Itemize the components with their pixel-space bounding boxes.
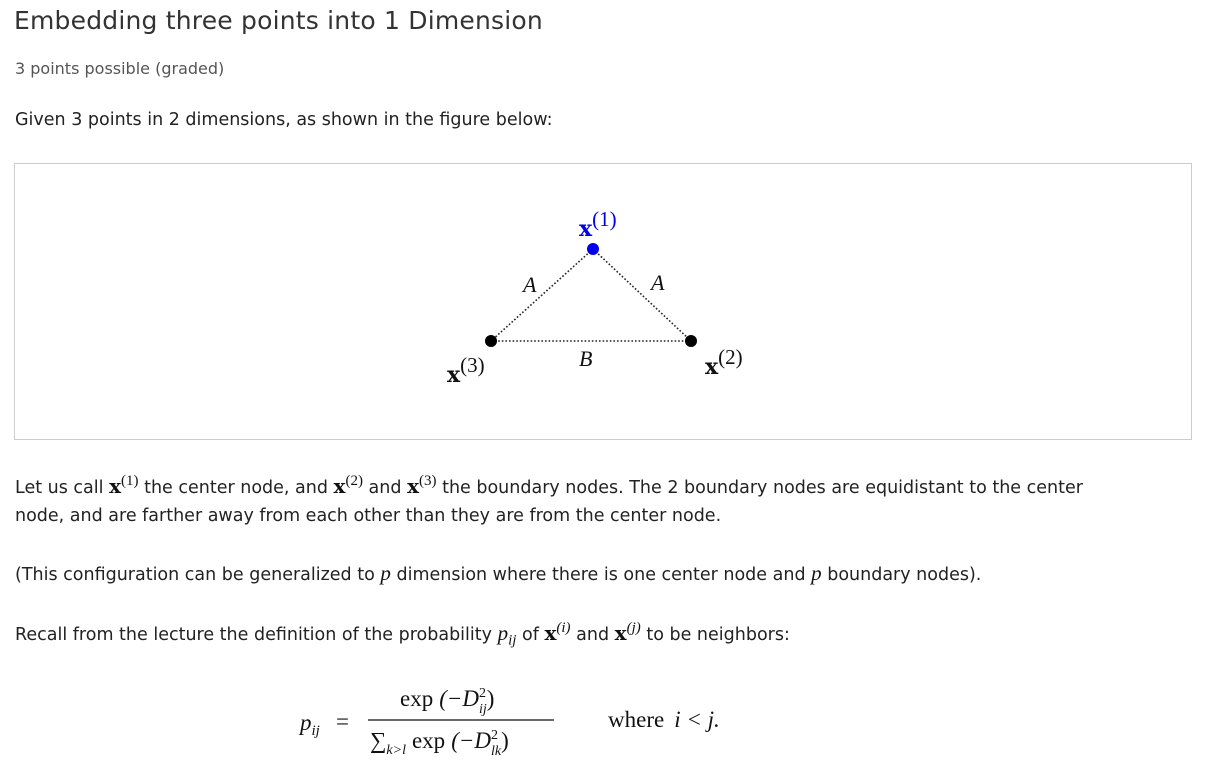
- formula-svg: [290, 680, 760, 770]
- boundary-node-3: [485, 335, 497, 347]
- formula-condition: where i < j.: [608, 707, 720, 732]
- intro-text: Given 3 points in 2 dimensions, as shown in the figure below:: [15, 110, 553, 130]
- boundary-node-3-label: x(3): [447, 353, 485, 388]
- edge-bottom-label: B: [579, 346, 593, 371]
- center-node: [587, 243, 599, 255]
- formula-lhs: $p_{ij}$: [300, 710, 320, 739]
- probability-formula: [290, 680, 760, 770]
- paragraph-generalization: (This configuration can be generalized to p dimension where there is one center node and p boundary nodes).: [15, 561, 982, 585]
- formula-numerator: $\exp (-D^2$ ij): [400, 686, 495, 717]
- formula-equals: =: [336, 709, 349, 734]
- edge-right-label: A: [651, 270, 665, 295]
- edge-right: [593, 249, 691, 341]
- edge-left-label: A: [523, 272, 537, 297]
- points-possible-label: 3 points possible (graded): [15, 59, 225, 78]
- center-node-label: x(1): [579, 207, 617, 242]
- paragraph-nodes-line1: Let us call $x^{(1)}$ the center node, and $x^{(2)}$ and $x^{(3)}$ the boundary nodes. The 2 boundary nodes are equidistant to the center: [15, 473, 1083, 498]
- page-title: Embedding three points into 1 Dimension: [14, 6, 543, 35]
- formula-denominator: $\sum_{k>l}$ $\exp (-D^2$ lk): [370, 728, 509, 759]
- paragraph-recall: Recall from the lecture the definition of the probability $p_{ij}$ of $x^{(i)}$ and $x^{(j)}$ to be neighbors:: [15, 620, 790, 649]
- triangle-figure: [15, 164, 1191, 439]
- figure-panel: [14, 163, 1192, 440]
- boundary-node-2: [685, 335, 697, 347]
- paragraph-nodes-line2: node, and are farther away from each other than they are from the center node.: [15, 506, 722, 526]
- boundary-node-2-label: x(2): [705, 345, 743, 380]
- edge-left: [491, 249, 593, 341]
